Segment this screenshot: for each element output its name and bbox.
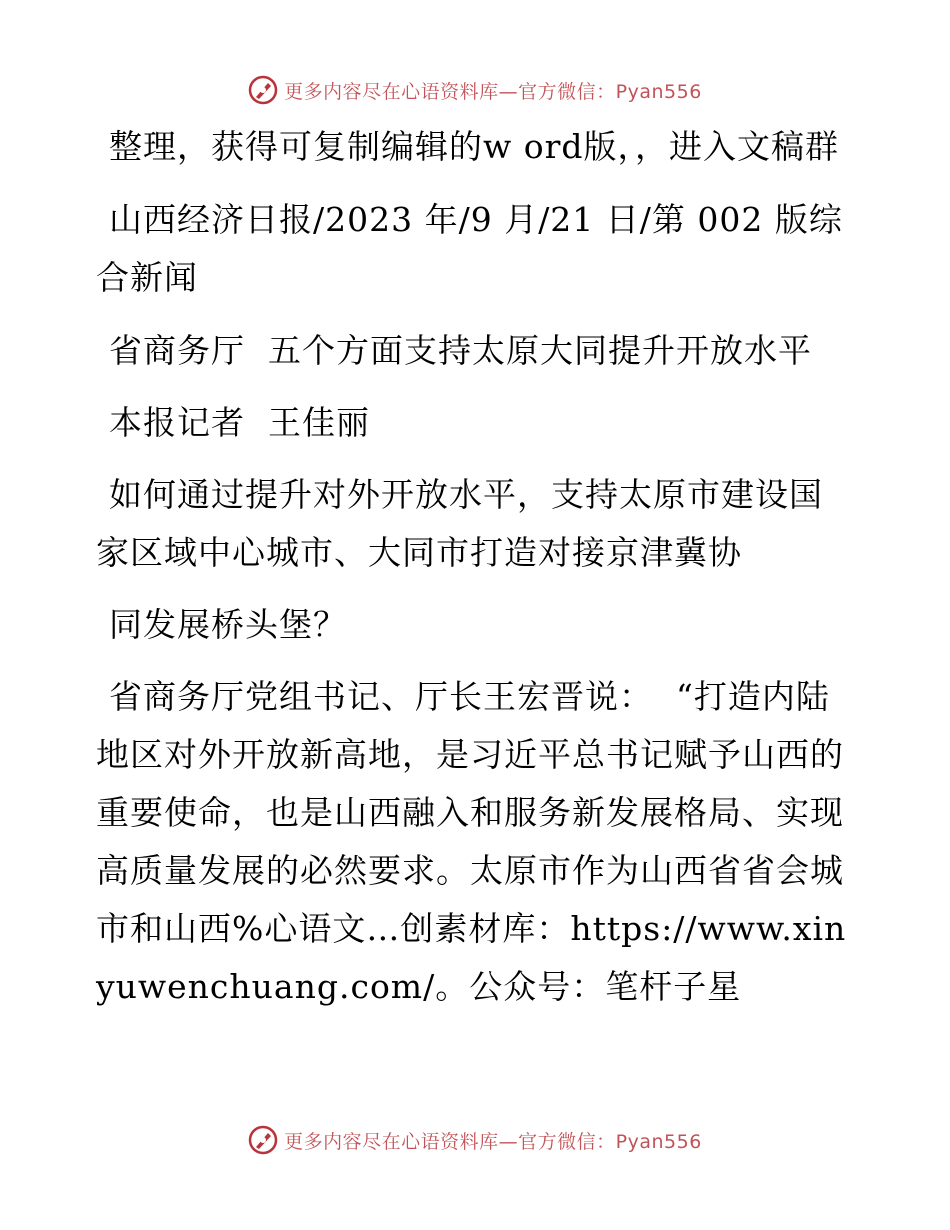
- quill-seal-logo-icon: [248, 1125, 278, 1155]
- document-body: [96, 118, 856, 1031]
- paragraph-quote: 省商务厅党组书记、厅长王宏晋说： “打造内陆地区对外开放新高地，是习近平总书记赋予山西的重要使命，也是山西融入和服务新发展格局、实现高质量发展的必然要求。太原市作为山西省省会城市和山西%心语文…创素材库：https://www.xinyuwenchuang.com/。公众号：笔杆子星: [96, 677, 847, 1006]
- footer-watermark: [0, 1120, 950, 1160]
- watermark-text: 更多内容尽在心语资料库—官方微信：Pyan556: [284, 1130, 702, 1153]
- quill-seal-logo-icon: [248, 75, 278, 105]
- header-watermark: [0, 70, 950, 110]
- watermark-text: 更多内容尽在心语资料库—官方微信：Pyan556: [284, 80, 702, 103]
- paragraph-byline: 本报记者 王佳丽: [109, 403, 370, 442]
- paragraph-question-cont: 同发展桥头堡？: [109, 605, 347, 644]
- paragraph-source: 山西经济日报/2023 年/9 月/21 日/第 002 版综合新闻: [96, 200, 843, 297]
- paragraph-question: 如何通过提升对外开放水平，支持太原市建设国家区域中心城市、大同市打造对接京津冀协: [96, 475, 823, 572]
- paragraph-intro: 整理，获得可复制编辑的w ord版，，进入文稿群: [109, 127, 840, 166]
- paragraph-headline: 省商务厅 五个方面支持太原大同提升开放水平: [109, 331, 812, 370]
